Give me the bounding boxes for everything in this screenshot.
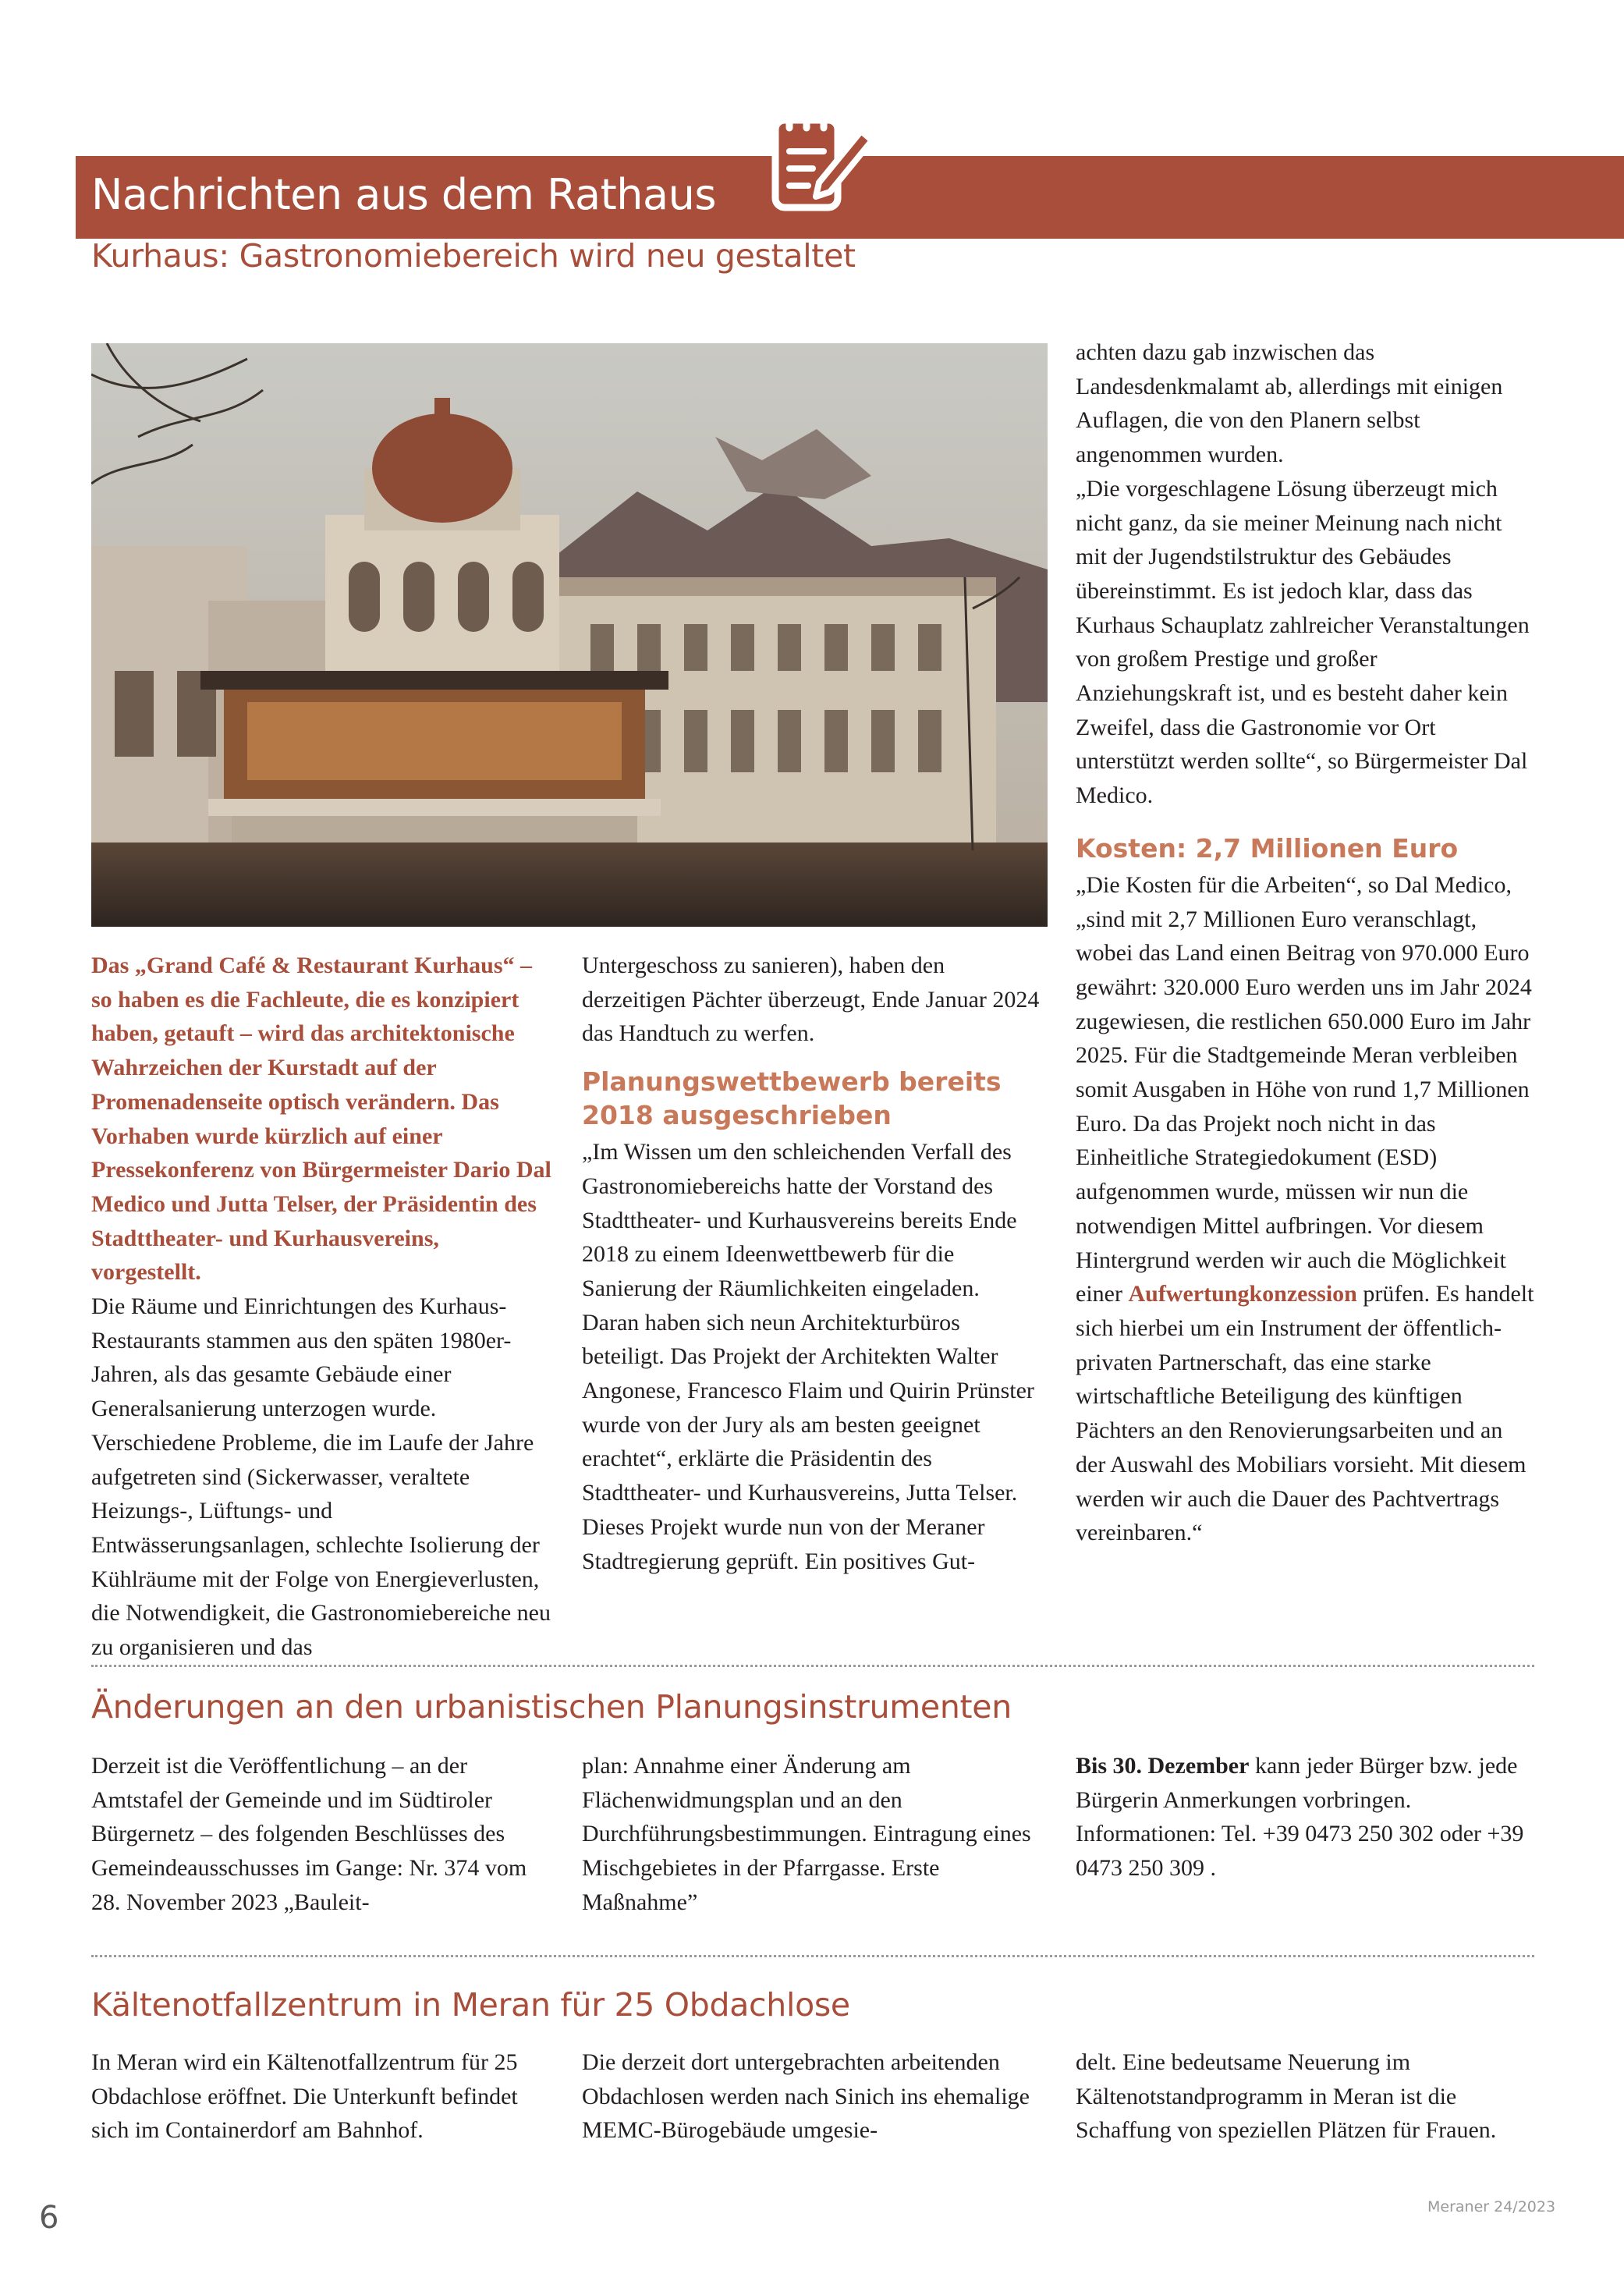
article1-col3-p2: „Die vorgeschlagene Lösung überzeugt mich nicht ganz, da sie meiner Meinung nach nicht mit der Jugendstilstruktur des Gebäudes übereinstimmt. Es ist jedoch klar, dass das Kurhaus Schauplatz zahlreicher Veranstaltungen von großem Prestige und großer Anziehungskraft ist, und es besteht daher kein Zweifel, dass die Gastronomie vor Ort unterstützt werden sollte“, so Bürgermeister Dal Medico.	[1076, 475, 1530, 809]
article1-column-3	[1076, 335, 1536, 1550]
article1-lead: Das „Grand Café & Restaurant Kurhaus“ – so haben es die Fachleute, die es konzipiert haben, getauft – wird das architektonische Wahrzeichen der Kurstadt auf der Promenadenseite optisch verändern. Das Vorhaben wurde kürzlich auf einer Pressekonferenz von Bürgermeister Dario Dal Medico und Jutta Telser, der Präsidentin des Stadttheater- und Kurhausvereins, vorgestellt.	[91, 952, 551, 1286]
article-title-kaeltenotfallzentrum: Kältenotfallzentrum in Meran für 25 Obdachlose	[91, 1986, 850, 2024]
deadline-bold: Bis 30. Dezember	[1076, 1753, 1250, 1779]
article3-column-3: delt. Eine bedeutsame Neuerung im Kältenotstandprogramm in Meran ist die Schaffung von speziellen Plätzen für Frauen.	[1076, 2049, 1497, 2144]
divider-1	[91, 1665, 1534, 1667]
aufwertungskonzession-highlight: Aufwertungkonzession	[1128, 1281, 1357, 1307]
article1-col2-p3: Dieses Projekt wurde nun von der Meraner Stadtregierung geprüft. Ein positives Gut-	[582, 1513, 985, 1574]
article-title-kurhaus: Kurhaus: Gastronomiebereich wird neu gestaltet	[91, 237, 856, 275]
issue-label: Meraner 24/2023	[1427, 2198, 1556, 2215]
article1-col3-p1: achten dazu gab inzwischen das Landesdenkmalamt ab, allerdings mit einigen Auflagen, die von den Planern selbst angenommen wurden.	[1076, 339, 1503, 468]
article1-column-1	[91, 949, 551, 1665]
article-title-planungsinstrumente: Änderungen an den urbanistischen Planungsinstrumenten	[91, 1688, 1012, 1726]
article1-col2-p1: Untergeschoss zu sanieren), haben den derzeitigen Pächter überzeugt, Ende Januar 2024 das Handtuch zu werfen.	[582, 952, 1040, 1047]
article3-column-1: In Meran wird ein Kältenotfallzentrum für 25 Obdachlose eröffnet. Die Unterkunft befindet sich im Containerdorf am Bahnhof.	[91, 2049, 518, 2144]
article3-column-2: Die derzeit dort untergebrachten arbeitenden Obdachlosen werden nach Sinich ins ehemalige MEMC-Bürogebäude umgesie-	[582, 2049, 1030, 2144]
page-number: 6	[39, 2200, 59, 2236]
article2-column-3: Bis 30. Dezember kann jeder Bürger bzw. jede Bürgerin Anmerkungen vorbringen. Informationen: Tel. +39 0473 250 302 oder +39 0473 250 309 .	[1076, 1753, 1524, 1882]
section-header-title: Nachrichten aus dem Rathaus	[91, 170, 716, 219]
article1-subtitle-wettbewerb: Planungswettbewerb bereits 2018 ausgeschrieben	[582, 1066, 1002, 1131]
article2-column-1: Derzeit ist die Veröffentlichung – an der Amtstafel der Gemeinde und im Südtiroler Bürgernetz – des folgenden Beschlüsses des Gemeindeausschusses im Gange: Nr. 374 vom 28. November 2023 „Bauleit-	[91, 1753, 527, 1915]
article1-col1-body: Die Räume und Einrichtungen des Kurhaus-Restaurants stammen aus den späten 1980er-Jahren, als das gesamte Gebäude einer Generalsanierung unterzogen wurde. Verschiedene Probleme, die im Laufe der Jahre aufgetreten sind (Sickerwasser, veraltete Heizungs-, Lüftungs- und Entwässerungsanlagen, schlechte Isolierung der Kühlräume mit der Folge von Energieverlusten, die Notwendigkeit, die Gastronomiebereiche neu zu organisieren und das	[91, 1293, 551, 1661]
article1-col3-p3: „Die Kosten für die Arbeiten“, so Dal Medico, „sind mit 2,7 Millionen Euro veranschlagt, wobei das Land einen Beitrag von 970.000 Euro gewährt: 320.000 Euro werden uns im Jahr 2024 zugewiesen, die restlichen 650.000 Euro im Jahr 2025. Für die Stadtgemeinde Meran verbleiben somit Ausgaben in Höhe von rund 1,7 Millionen Euro. Da das Projekt noch nicht in das Einheitliche Strategiedokument (ESD) aufgenommen wurde, müssen wir nun die notwendigen Mittel aufbringen. Vor diesem Hintergrund werden wir auch die Möglichkeit einer Aufwertungkonzession prüfen. Es handelt sich hierbei um ein Instrument der öffentlich-privaten Partnerschaft, das eine starke wirtschaftliche Beteiligung des künftigen Pächters an den Renovierungsarbeiten und an der Auswahl des Mobiliars vorsieht. Mit diesem werden wir auch die Dauer des Pachtvertrags vereinbaren.“	[1076, 871, 1534, 1546]
article1-col2-p2: „Im Wissen um den schleichenden Verfall des Gastronomiebereichs hatte der Vorstand des Stadttheater- und Kurhausvereins bereits Ende 2018 zu einem Ideenwettbewerb für die Sanierung der Räumlichkeiten eingeladen. Daran haben sich neun Architekturbüros beteiligt. Das Projekt der Architekten Walter Angonese, Francesco Flaim und Quirin Prünster wurde von der Jury als am besten geeignet erachtet“, erklärte die Präsidentin des Stadttheater- und Kurhausvereins, Jutta Telser.	[582, 1139, 1034, 1506]
article1-column-2	[582, 949, 1042, 1578]
kurhaus-photo	[91, 343, 1048, 927]
article2-column-2: plan: Annahme einer Änderung am Flächenwidmungsplan und an den Durchführungsbestimmungen. Eintragung eines Mischgebietes in der Pfarrgasse. Erste Maßnahme”	[582, 1753, 1031, 1915]
divider-2	[91, 1955, 1534, 1957]
article1-subtitle-kosten: Kosten: 2,7 Millionen Euro	[1076, 832, 1459, 864]
notepad-pencil-icon	[764, 103, 881, 220]
